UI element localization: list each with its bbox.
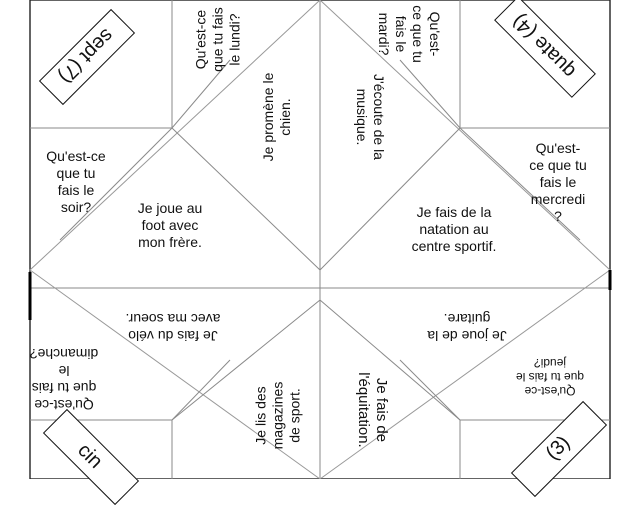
answer-equitation: Je fais de l'équitation. <box>355 372 390 448</box>
answer-velo: Je fais du vélo avec ma soeur. <box>125 311 221 344</box>
answer-guitare: Je joue de la guitare. <box>427 311 507 344</box>
question-jeudi: Qu'est-ce que tu fais le jeudi? <box>515 356 585 398</box>
answer-chien: Je promène le chien. <box>260 72 293 162</box>
number-label-sept: sept (7) <box>54 24 118 88</box>
question-mardi: Qu'est- ce que tu fais le mardi? <box>376 5 443 63</box>
number-label-quatre: quate (4) <box>507 9 581 83</box>
question-lundi: Qu'est-ce que tu fais le lundi? <box>192 7 243 72</box>
answer-natation: Je fais de la natation au centre sportif. <box>411 204 497 254</box>
answer-magazines: Je lis des magazines de sport. <box>252 381 303 450</box>
number-label-trois: (3) <box>541 431 575 465</box>
question-dimanche: Qu'est-ce que tu fais le dimanche? <box>29 346 99 413</box>
number-label-cinq: cin <box>73 439 107 473</box>
question-soir: Qu'est-ce que tu fais le soir? <box>46 148 106 215</box>
question-mercredi: Qu'est- ce que tu fais le mercredi ? <box>529 140 587 224</box>
answer-foot: Je joue au foot avec mon frère. <box>137 200 203 250</box>
answer-musique: J'écoute de la musique. <box>354 74 387 160</box>
